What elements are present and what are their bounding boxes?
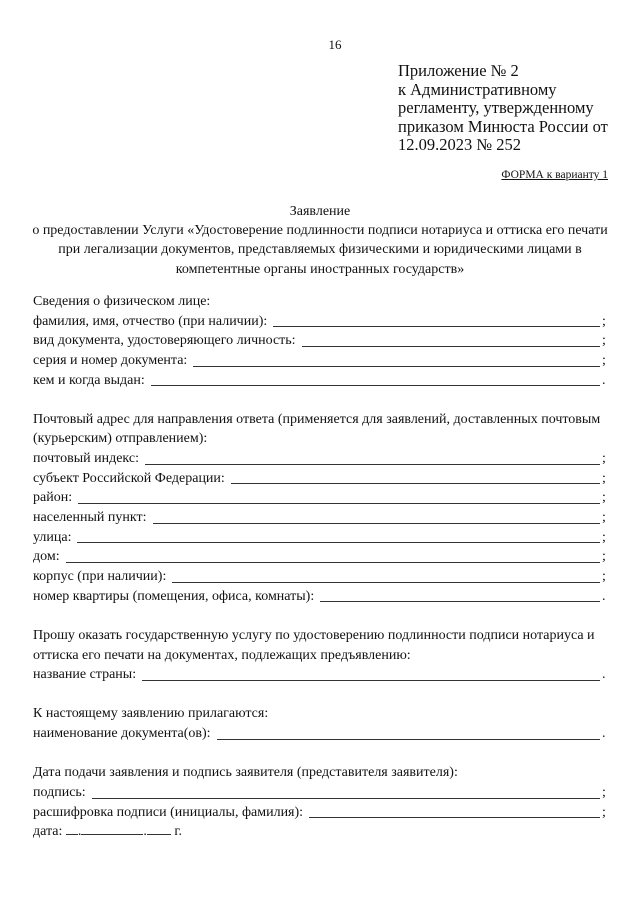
- id-document-type-input[interactable]: [302, 346, 600, 347]
- document-title: [30, 202, 610, 279]
- document-number-input[interactable]: [193, 366, 600, 367]
- field-end: ;: [602, 549, 606, 565]
- field-postal-code: [33, 449, 608, 469]
- field-end: ;: [602, 451, 606, 467]
- field-end: .: [602, 372, 606, 388]
- field-apartment: [33, 587, 608, 607]
- date-suffix: г.: [174, 824, 183, 840]
- title-heading: Заявление: [289, 204, 351, 219]
- request-text: Прошу оказать государственную услугу по удостоверению подлинности подписи нотариуса и: [33, 627, 595, 643]
- title-line: компетентные органы иностранных государств»: [175, 261, 465, 277]
- date-year-input[interactable]: [147, 822, 171, 835]
- field-end: ;: [602, 804, 606, 820]
- field-house: [33, 547, 608, 567]
- document-names-input[interactable]: [217, 739, 600, 740]
- request-text: оттиска его печати на документах, подлежащих предъявлению:: [33, 647, 411, 663]
- field-id-document-type: [33, 331, 608, 351]
- page-number: 16: [328, 37, 342, 52]
- field-end: .: [602, 667, 606, 683]
- field-building: [33, 567, 608, 587]
- postal-code-input[interactable]: [145, 464, 600, 465]
- signature-transcript-input[interactable]: [309, 817, 600, 818]
- field-region: [33, 469, 608, 489]
- building-input[interactable]: [172, 582, 600, 583]
- house-input[interactable]: [66, 562, 600, 563]
- form-variant-label: ФОРМА к варианту 1: [501, 169, 608, 181]
- signature-heading: Дата подачи заявления и подпись заявителя (представителя заявителя):: [33, 765, 458, 781]
- date-day-input[interactable]: [66, 822, 78, 835]
- field-end: .: [602, 726, 606, 742]
- field-document-number: [33, 351, 608, 371]
- field-full-name: [33, 312, 608, 332]
- field-country: [33, 665, 608, 685]
- region-input[interactable]: [231, 483, 600, 484]
- field-signature: [33, 783, 608, 803]
- field-label: расшифровка подписи (инициалы, фамилия):: [33, 804, 304, 820]
- field-locality: [33, 508, 608, 528]
- full-name-input[interactable]: [273, 326, 600, 327]
- field-date: [33, 822, 608, 842]
- appendix-line: 12.09.2023 № 252: [398, 135, 521, 155]
- field-label: кем и когда выдан:: [33, 372, 145, 388]
- field-end: ;: [602, 470, 606, 486]
- field-label: корпус (при наличии):: [33, 568, 167, 584]
- field-label: фамилия, имя, отчество (при наличии):: [33, 313, 268, 329]
- field-label: номер квартиры (помещения, офиса, комнаты):: [33, 588, 315, 604]
- attachments-heading: К настоящему заявлению прилагаются:: [33, 706, 269, 722]
- field-label: населенный пункт:: [33, 510, 147, 526]
- country-input[interactable]: [142, 680, 600, 681]
- field-end: ;: [602, 313, 606, 329]
- field-label: серия и номер документа:: [33, 352, 188, 368]
- date-separator: .: [77, 824, 82, 840]
- appendix-line: Приложение № 2: [398, 61, 519, 80]
- issued-by-input[interactable]: [151, 385, 600, 386]
- street-input[interactable]: [77, 542, 600, 543]
- date-separator: .: [143, 824, 147, 840]
- date-month-input[interactable]: [81, 822, 143, 835]
- field-district: [33, 488, 608, 508]
- title-line: при легализации документов, представляемых физическими и юридическими лицами в: [58, 242, 582, 258]
- address-heading: (курьерским) отправлением):: [33, 431, 208, 447]
- person-heading: Сведения о физическом лице:: [33, 294, 211, 309]
- signature-input[interactable]: [92, 798, 600, 799]
- field-end: ;: [602, 333, 606, 349]
- field-document-names: [33, 724, 608, 744]
- address-heading: Почтовый адрес для направления ответа (применяется для заявлений, доставленных почтовым: [33, 411, 601, 427]
- locality-input[interactable]: [153, 523, 601, 524]
- apartment-input[interactable]: [320, 601, 600, 602]
- field-label: дом:: [33, 549, 60, 565]
- field-label: вид документа, удостоверяющего личность:: [33, 333, 296, 349]
- field-label: подпись:: [33, 785, 86, 800]
- field-label: район:: [33, 490, 73, 506]
- appendix-block: [398, 62, 608, 155]
- field-signature-transcript: [33, 803, 608, 823]
- field-street: [33, 528, 608, 548]
- field-label: название страны:: [33, 667, 137, 683]
- field-end: ;: [602, 785, 606, 800]
- field-end: ;: [602, 352, 606, 368]
- field-end: ;: [602, 529, 606, 545]
- district-input[interactable]: [78, 503, 600, 504]
- date-label: дата:: [33, 824, 63, 840]
- field-label: субъект Российской Федерации:: [33, 470, 225, 486]
- appendix-line: приказом Минюста России от: [398, 116, 608, 136]
- appendix-line: к Административному: [398, 79, 557, 99]
- field-issued-by: [33, 371, 608, 391]
- field-end: ;: [602, 490, 606, 506]
- field-label: почтовый индекс:: [33, 451, 139, 467]
- title-line: о предоставлении Услуги «Удостоверение подлинности подписи нотариуса и оттиска его печати: [32, 223, 608, 239]
- field-end: ;: [602, 568, 606, 584]
- field-end: ;: [602, 510, 606, 526]
- field-label: наименование документа(ов):: [33, 726, 211, 742]
- field-label: улица:: [33, 529, 72, 545]
- appendix-line: регламенту, утвержденному: [398, 98, 594, 118]
- form-body: [33, 292, 608, 842]
- field-end: .: [602, 588, 606, 604]
